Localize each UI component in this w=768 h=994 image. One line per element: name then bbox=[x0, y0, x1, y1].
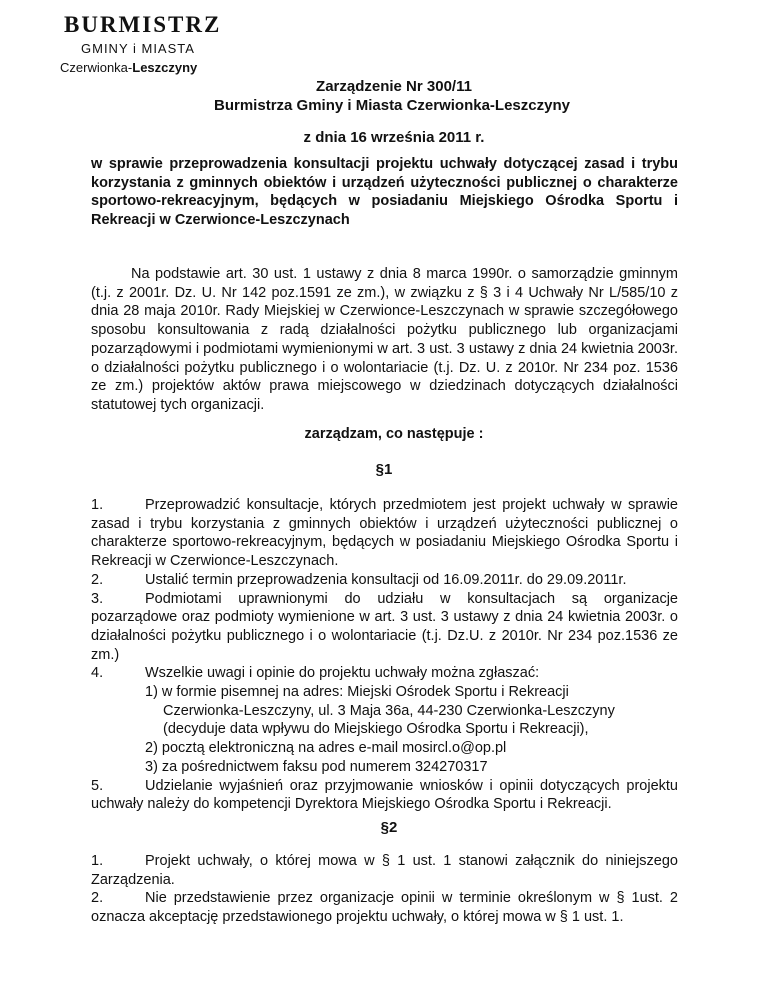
method-fax: 3) za pośrednictwem faksu pod numerem 324270317 bbox=[145, 758, 488, 775]
ordinance-title: Zarządzenie Nr 300/11 bbox=[316, 78, 472, 95]
item-number: 1. bbox=[91, 853, 104, 869]
item-text: Przeprowadzić konsultacje, których przedmiotem jest projekt uchwały w sprawie zasad i trybu korzystania z gminnych obiektów i urządzeń użyteczności publicznej o charakterze sportowo-rekreacyjnym, będących w posiadaniu Miejskiego Ośrodka Sportu i Rekreacji w Czerwionce-Leszczynach. bbox=[91, 497, 678, 570]
stamp-line-3-prefix: Czerwionka- bbox=[60, 60, 133, 75]
stamp-line-1: BURMISTRZ bbox=[64, 12, 222, 37]
list-item bbox=[91, 664, 678, 683]
list-item bbox=[91, 496, 678, 571]
stamp-line-3 bbox=[60, 60, 221, 75]
method-written: 1) w formie pisemnej na adres: Miejski Ośrodek Sportu i Rekreacji bbox=[145, 684, 569, 701]
item-number: 4. bbox=[91, 665, 104, 682]
method-written-note: (decyduje data wpływu do Miejskiego Ośrodka Sportu i Rekreacji), bbox=[163, 721, 589, 738]
item-number: 2. bbox=[91, 571, 104, 588]
method-email: 2) pocztą elektroniczną na adres e-mail mosircl.o@op.pl bbox=[145, 740, 507, 757]
item-number: 2. bbox=[91, 890, 104, 907]
mayor-stamp bbox=[60, 12, 222, 75]
item-number: 3. bbox=[91, 590, 104, 607]
method-written-address: Czerwionka-Leszczyny, ul. 3 Maja 36a, 44-230 Czerwionka-Leszczyny bbox=[163, 702, 615, 719]
item-text: Nie przedstawienie przez organizacje opinii w terminie określonym w § 1ust. 2 oznacza akceptację przedstawionego projektu uchwały, o której mowa w § 1 ust. 1. bbox=[91, 890, 678, 926]
item-text: Ustalić termin przeprowadzenia konsultacji od 16.09.2011r. do 29.09.2011r. bbox=[145, 571, 627, 588]
item-number: 5. bbox=[91, 777, 104, 794]
list-item bbox=[91, 852, 678, 889]
item-text: Podmiotami uprawnionymi do udziału w konsultacjach są organizacje pozarządowe oraz podmioty wymienione w art. 3 ust. 3 ustawy z dnia 24 kwietnia 2003r. o działalności pożytku publicznego i o wolontariacie (t.j. Dz.U. z 2010r. Nr 234 poz.1536 ze zm.) bbox=[91, 590, 678, 663]
decree-formula: zarządzam, co następuje : bbox=[304, 426, 484, 442]
ordinance-subject: w sprawie przeprowadzenia konsultacji projektu uchwały dotyczącej zasad i trybu korzystania z gminnych obiektów i urządzeń użyteczności publicznej o charakterze sportowo-rekreacyjnym, będących w posiadaniu Miejskiego Ośrodka Sportu i Rekreacji w Czerwionce-Leszczynach bbox=[91, 156, 678, 229]
section-1-heading: §1 bbox=[375, 461, 393, 478]
item-number: 1. bbox=[91, 497, 104, 513]
list-item bbox=[91, 571, 678, 590]
item-text: Wszelkie uwagi i opinie do projektu uchwały można zgłaszać: bbox=[145, 665, 540, 682]
list-item bbox=[91, 590, 678, 665]
legal-basis-paragraph: Na podstawie art. 30 ust. 1 ustawy z dnia 8 marca 1990r. o samorządzie gminnym (t.j. z 2001r. Dz. U. Nr 142 poz.1591 ze zm.), w związku z § 3 i 4 Uchwały Nr L/585/10 z dnia 28 maja 2010r. Rady Miejskiej w Czerwionce-Leszczynach w sprawie szczegółowego sposobu konsultowania z radą działalności pożytku publicznego lub organizacjami pozarządowymi i podmiotami wymienionymi w art. 3 ust. 3 ustawy z dnia 24 kwietnia 2003r. o działalności pożytku publicznego i o wolontariacie (t.j. Dz. U. z 2010r. Nr 234 poz. 1536 ze zm.) projektów aktów prawa miejscowego w dziedzinach dotyczących działalności statutowej tych organizacji. bbox=[91, 266, 678, 413]
item-text: Udzielanie wyjaśnień oraz przyjmowanie wniosków i opinii dotyczących projektu uchwały należy do kompetencji Dyrektora Miejskiego Ośrodka Sportu i Rekreacji. bbox=[91, 777, 678, 813]
list-item bbox=[91, 777, 678, 814]
section-2-heading: §2 bbox=[380, 819, 398, 836]
section-2-list bbox=[91, 852, 678, 927]
ordinance-issuer: Burmistrza Gminy i Miasta Czerwionka-Leszczyny bbox=[214, 97, 570, 114]
stamp-line-3-bold: Leszczyny bbox=[132, 60, 198, 75]
ordinance-date: z dnia 16 września 2011 r. bbox=[303, 129, 485, 146]
list-item bbox=[91, 889, 678, 926]
item-text: Projekt uchwały, o której mowa w § 1 ust. 1 stanowi załącznik do niniejszego Zarządzenia. bbox=[91, 853, 678, 888]
stamp-line-2: GMINY i MIASTA bbox=[81, 41, 195, 56]
section-1-list bbox=[91, 496, 678, 814]
submission-methods bbox=[91, 683, 678, 777]
